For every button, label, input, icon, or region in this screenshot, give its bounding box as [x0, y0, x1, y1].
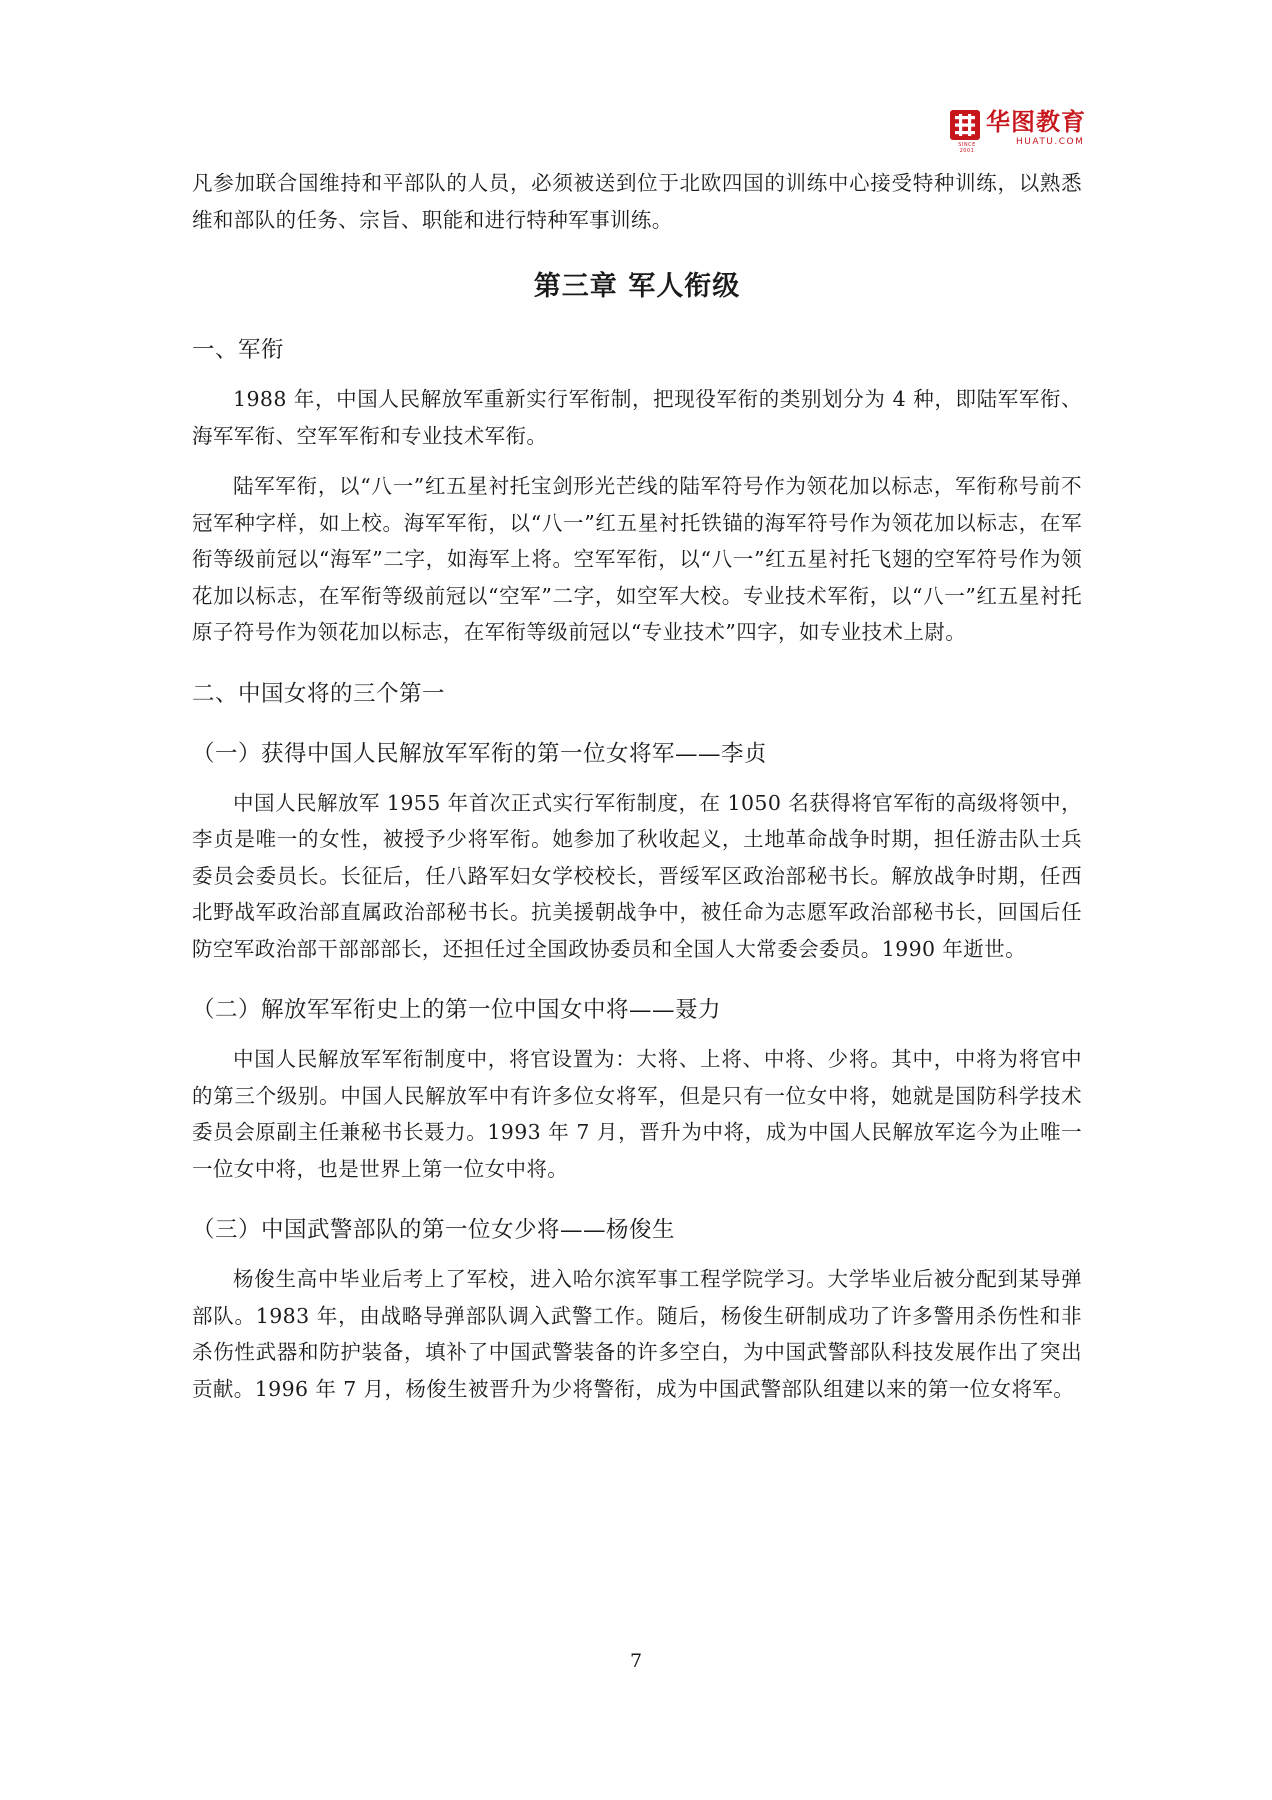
body-paragraph: 1988 年，中国人民解放军重新实行军衔制，把现役军衔的类别划分为 4 种，即陆军军衔、海军军衔、空军军衔和专业技术军衔。 [192, 387, 1082, 448]
logo-since: SINCE 2001 [958, 142, 976, 154]
huatu-logo-icon [950, 110, 980, 140]
logo-brand: 华图教育 [986, 108, 1086, 136]
huatu-logo [950, 108, 1090, 154]
section-title: 一、军衔 [192, 337, 285, 363]
body-paragraph: 杨俊生高中毕业后考上了军校，进入哈尔滨军事工程学院学习。大学毕业后被分配到某导弹部队。1983 年，由战略导弹部队调入武警工作。随后，杨俊生研制成功了许多警用杀伤性和非杀伤性武器和防护装备，填补了中国武警装备的许多空白，为中国武警部队科技发展作出了突出贡献。1996 年 7 月，杨俊生被晋升为少将警衔，成为中国武警部队组建以来的第一位女将军。 [192, 1267, 1082, 1401]
subsection-title: （三）中国武警部队的第一位女少将——杨俊生 [192, 1217, 676, 1243]
chapter-title: 第三章 军人衔级 [533, 271, 741, 302]
body-paragraph: 陆军军衔，以“八一”红五星衬托宝剑形光芒线的陆军符号作为领花加以标志，军衔称号前不冠军种字样，如上校。海军军衔，以“八一”红五星衬托铁锚的海军符号作为领花加以标志，在军衔等级前冠以“海军”二字，如海军上将。空军军衔，以“八一”红五星衬托飞翅的空军符号作为领花加以标志，在军衔等级前冠以“空军”二字，如空军大校。专业技术军衔，以“八一”红五星衬托原子符号作为领花加以标志，在军衔等级前冠以“专业技术”四字，如专业技术上尉。 [192, 474, 1082, 644]
section-title: 二、中国女将的三个第一 [192, 680, 446, 707]
subsection-title: （二）解放军军衔史上的第一位中国女中将——聂力 [192, 997, 722, 1023]
body-paragraph: 中国人民解放军 1955 年首次正式实行军衔制度，在 1050 名获得将官军衔的高级将领中，李贞是唯一的女性，被授予少将军衔。她参加了秋收起义，土地革命战争时期，担任游击队士兵委员会委员长。长征后，任八路军妇女学校校长，晋绥军区政治部秘书长。解放战争时期，任西北野战军政治部直属政治部秘书长。抗美援朝战争中，被任命为志愿军政治部秘书长，回国后任防空军政治部干部部部长，还担任过全国政协委员和全国人大常委会委员。1990 年逝世。 [192, 790, 1082, 961]
page-number: 7 [629, 1650, 643, 1672]
page-content [192, 165, 1082, 1407]
logo-sub: HUATU.COM [1016, 137, 1085, 147]
body-paragraph: 中国人民解放军军衔制度中，将官设置为：大将、上将、中将、少将。其中，中将为将官中的第三个级别。中国人民解放军中有许多位女将军，但是只有一位女中将，她就是国防科学技术委员会原副主任兼秘书长聂力。1993 年 7 月，晋升为中将，成为中国人民解放军迄今为止唯一一位女中将，也是世界上第一位女中将。 [192, 1047, 1082, 1181]
subsection-title: （一）获得中国人民解放军军衔的第一位女将军——李贞 [192, 740, 768, 767]
intro-paragraph: 凡参加联合国维持和平部队的人员，必须被送到位于北欧四国的训练中心接受特种训练，以熟悉维和部队的任务、宗旨、职能和进行特种军事训练。 [192, 171, 1082, 232]
